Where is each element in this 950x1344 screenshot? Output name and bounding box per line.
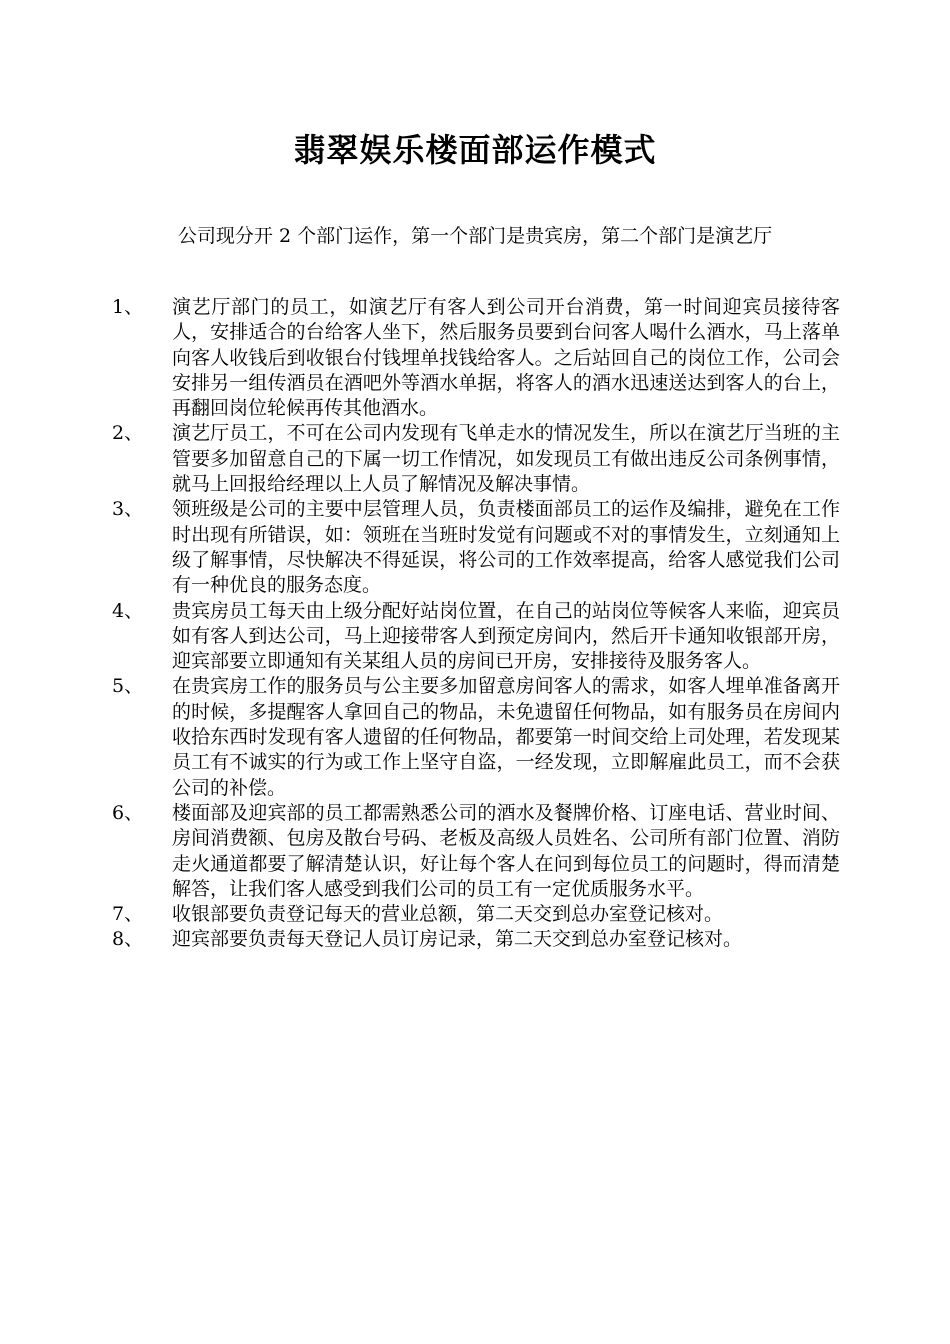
- list-item: [110, 927, 840, 952]
- list-item-number: 8、: [112, 928, 144, 951]
- list-item: [110, 801, 840, 902]
- list-item: [110, 295, 840, 421]
- document-intro: 公司现分开 2 个部门运作，第一个部门是贵宾房，第二个部门是演艺厅: [177, 225, 773, 247]
- list-item-number: 2、: [112, 422, 144, 445]
- list-item-number: 6、: [112, 801, 144, 824]
- list-item-number: 3、: [112, 498, 144, 521]
- list-item-text: 楼面部及迎宾部的员工都需熟悉公司的酒水及餐牌价格、订座电话、营业时间、房间消费额、包房及散台号码、老板及高级人员姓名、公司所有部门位置、消防走火通道都要了解清楚认识，好让每个客人在问到每位员工的问题时，得而清楚解答，让我们客人感受到我们公司的员工有一定优质服务水平。: [172, 801, 840, 900]
- list-item-text: 演艺厅部门的员工，如演艺厅有客人到公司开台消费，第一时间迎宾员接待客人，安排适合的台给客人坐下，然后服务员要到台问客人喝什么酒水，马上落单向客人收钱后到收银台付钱埋单找钱给客人。之后站回自己的岗位工作，公司会安排另一组传酒员在酒吧外等酒水单据，将客人的酒水迅速送达到客人的台上，再翻回岗位轮候再传其他酒水。: [172, 296, 840, 420]
- list-item-number: 1、: [112, 296, 144, 318]
- document-title: 翡翠娱乐楼面部运作模式: [293, 131, 657, 169]
- list-item-number: 7、: [112, 903, 144, 926]
- list-item: [110, 497, 840, 598]
- list-item-text: 迎宾部要负责每天登记人员订房记录，第二天交到总办室登记核对。: [172, 928, 743, 951]
- list-item-text: 收银部要负责登记每天的营业总额，第二天交到总办室登记核对。: [172, 903, 724, 926]
- list-item: [110, 674, 840, 800]
- list-item-text: 在贵宾房工作的服务员与公主要多加留意房间客人的需求，如客人埋单准备离开的时候，多提醒客人拿回自己的物品，未免遗留任何物品，如有服务员在房间内收拾东西时发现有客人遗留的任何物品，都要第一时间交给上司处理，若发现某员工有不诚实的行为或工作上坚守自盗，一经发现，立即解雇此员工，而不会获公司的补偿。: [172, 675, 840, 799]
- list-item-number: 5、: [112, 675, 144, 698]
- numbered-list: [110, 295, 840, 953]
- list-item: [110, 599, 840, 675]
- list-item-number: 4、: [112, 599, 144, 622]
- list-item: [110, 421, 840, 497]
- list-item-text: 演艺厅员工，不可在公司内发现有飞单走水的情况发生，所以在演艺厅当班的主管要多加留意自己的下属一切工作情况，如发现员工有做出违反公司条例事情，就马上回报给经理以上人员了解情况及解决事情。: [172, 422, 840, 496]
- list-item-text: 领班级是公司的主要中层管理人员，负责楼面部员工的运作及编排，避免在工作时出现有所错误，如：领班在当班时发觉有问题或不对的事情发生，立刻通知上级了解事情，尽快解决不得延误，将公司的工作效率提高，给客人感觉我们公司有一种优良的服务态度。: [172, 498, 840, 597]
- list-item: [110, 902, 840, 927]
- list-item-text: 贵宾房员工每天由上级分配好站岗位置，在自己的站岗位等候客人来临，迎宾员如有客人到达公司，马上迎接带客人到预定房间内，然后开卡通知收银部开房，迎宾部要立即通知有关某组人员的房间已开房，安排接待及服务客人。: [172, 599, 840, 673]
